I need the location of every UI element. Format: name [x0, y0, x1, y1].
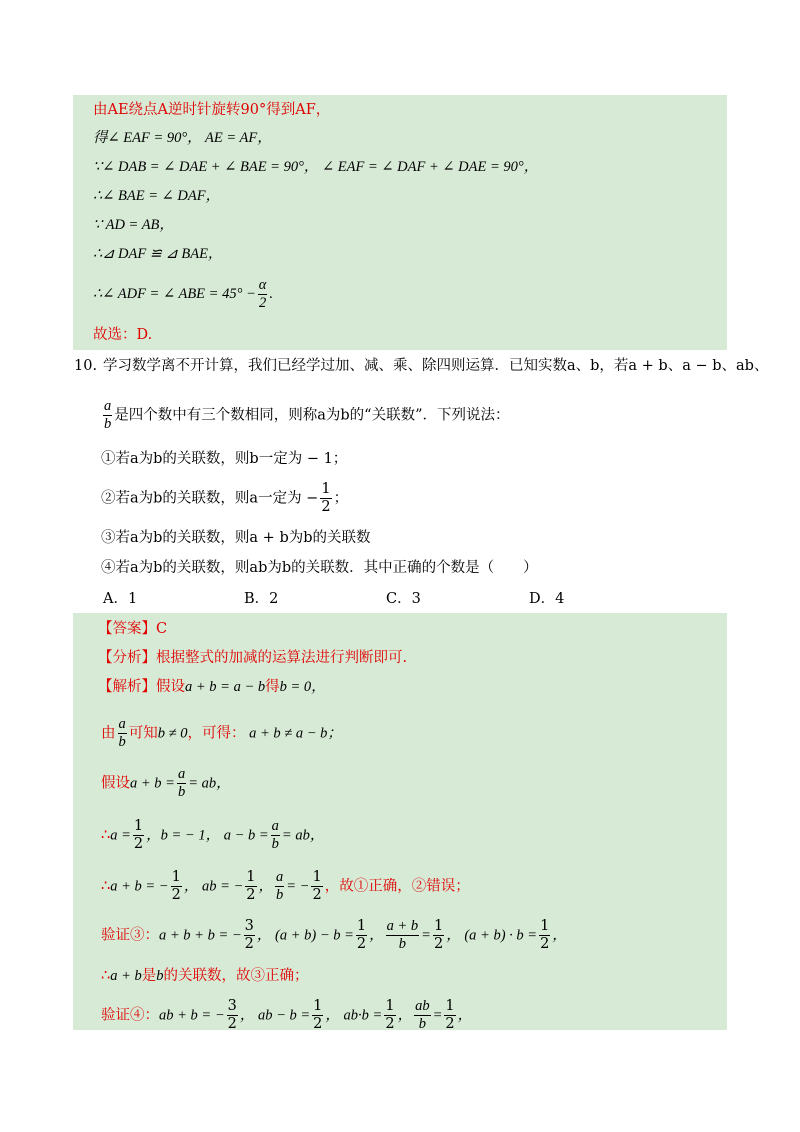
solution-line-4	[101, 818, 324, 853]
analysis: 【分析】根据整式的加减的运算法进行判断即可.	[98, 650, 408, 666]
math: = ab，	[281, 827, 325, 844]
numerator: ab	[415, 998, 430, 1014]
math: = −	[286, 878, 310, 895]
denominator: 2	[445, 1016, 455, 1032]
denominator: b	[276, 887, 284, 903]
fraction	[384, 998, 395, 1033]
fraction	[275, 869, 284, 904]
denominator: 2	[227, 1016, 237, 1032]
fraction	[227, 998, 238, 1033]
answer-label: 【答案】C	[98, 621, 168, 637]
math: ab + b = −	[159, 1007, 225, 1024]
text: 验证③：	[101, 927, 159, 944]
text: 假设	[101, 775, 130, 792]
math: a =	[110, 827, 131, 844]
math: a + b =	[130, 775, 175, 792]
fraction	[414, 998, 431, 1033]
statement-4: ④若a为b的关联数，则ab为b的关联数．其中正确的个数是（ ）	[101, 560, 538, 576]
denominator: b	[418, 1016, 426, 1032]
fraction	[312, 998, 323, 1033]
math: ，	[552, 927, 567, 944]
math: b = 0，	[279, 679, 326, 695]
denominator: b	[271, 836, 279, 852]
proof-answer: 故选：D.	[93, 327, 153, 343]
fraction	[444, 998, 455, 1033]
numerator: 1	[133, 818, 144, 834]
numerator: 1	[171, 869, 181, 885]
proof-line-1: 由AE绕点A逆时针旋转90°得到AF，	[93, 102, 331, 118]
question-stem-2	[101, 398, 510, 433]
numerator: 1	[540, 918, 550, 934]
numerator: 1	[246, 869, 256, 885]
text: ，故①正确，②错误；	[324, 878, 470, 895]
numerator: a	[118, 716, 126, 732]
numerator: 1	[385, 998, 395, 1014]
proof-line-5: ∵ AD = AB，	[93, 217, 174, 233]
math: b ≠ 0	[157, 725, 188, 742]
numerator: 3	[227, 998, 237, 1014]
denominator: b	[398, 936, 407, 952]
denominator: 2	[356, 936, 367, 952]
denominator: 2	[246, 887, 256, 903]
denominator: 2	[321, 499, 331, 515]
fraction	[103, 398, 112, 433]
text: ∴	[101, 878, 111, 895]
text: ∴	[101, 827, 111, 844]
fraction	[433, 918, 444, 953]
solution-line-8	[101, 998, 472, 1033]
math: a + b	[110, 968, 142, 984]
math: a + b = a − b	[185, 679, 266, 695]
fraction	[271, 818, 280, 853]
statement-1: ①若a为b的关联数，则b一定为 − 1；	[101, 451, 348, 467]
fraction	[133, 818, 144, 853]
math: b	[156, 968, 164, 984]
math: ， ab·b =	[325, 1007, 383, 1024]
proof-line-4: ∴∠ BAE = ∠ DAF，	[93, 188, 221, 204]
fraction	[245, 869, 256, 904]
math: ， (a + b) · b =	[446, 927, 538, 944]
question-stem-2-text: 是四个数中有三个数相同，则称a为b的“关联数”．下列说法：	[114, 407, 510, 424]
numerator: 1	[312, 869, 322, 885]
numerator: a + b	[386, 918, 419, 934]
solution-line-6	[101, 918, 567, 953]
math: ，	[397, 1007, 413, 1024]
text: ∴	[101, 968, 111, 984]
statement-3: ③若a为b的关联数，则a + b为b的关联数	[101, 530, 371, 546]
jiexi-label: 【解析】	[98, 679, 156, 695]
text: 验证④：	[101, 1007, 159, 1024]
denominator: 2	[133, 836, 144, 852]
denominator: 2	[171, 887, 181, 903]
proof-line-3: ∵∠ DAB = ∠ DAE + ∠ BAE = 90°， ∠ EAF = ∠ DAF + ∠ DAE = 90°，	[93, 159, 539, 175]
numerator: 1	[445, 998, 455, 1014]
math: =	[421, 927, 431, 944]
numerator: 1	[313, 998, 323, 1014]
denominator: 2	[540, 936, 550, 952]
question-number: 10.	[74, 358, 98, 374]
numerator: 1	[433, 918, 444, 934]
denominator: 2	[244, 936, 254, 952]
proof-line-7	[93, 277, 273, 312]
numerator: 1	[356, 918, 367, 934]
math: ， ab − b =	[239, 1007, 311, 1024]
text: 的关联数，故③正确；	[163, 968, 309, 984]
denominator: b	[118, 734, 126, 750]
math: ， (a + b) − b =	[256, 927, 354, 944]
denominator: b	[104, 416, 112, 432]
fraction	[311, 869, 322, 904]
denominator: b	[177, 784, 186, 800]
solution-line-5	[101, 869, 470, 904]
fraction	[386, 918, 420, 953]
proof-line-7-end: .	[269, 285, 274, 302]
denominator: 2	[385, 1016, 395, 1032]
proof-line-6: ∴⊿ DAF ≌ ⊿ BAE，	[93, 246, 223, 262]
fraction	[539, 918, 550, 953]
fraction	[177, 766, 186, 801]
numerator: α	[258, 277, 267, 293]
denominator: 2	[258, 295, 267, 311]
statement-2	[101, 481, 348, 516]
numerator: a	[271, 818, 279, 834]
solution-line-7	[101, 966, 309, 986]
math: =	[432, 1007, 443, 1024]
numerator: 1	[321, 481, 331, 497]
solution-line-2	[101, 716, 342, 751]
fraction	[320, 481, 331, 516]
numerator: a	[177, 766, 186, 782]
statement-2-text: ②若a为b的关联数，则a一定为 −	[101, 490, 319, 507]
proof-line-7-text: ∴∠ ADF = ∠ ABE = 45° −	[93, 285, 256, 302]
math: ，	[369, 927, 384, 944]
text: 是	[141, 968, 157, 984]
option-b: B．2	[244, 591, 279, 607]
fraction	[244, 918, 255, 953]
text: 可知	[128, 725, 158, 742]
denominator: 2	[433, 936, 444, 952]
text: 由	[101, 725, 116, 742]
text: 得	[265, 679, 280, 695]
numerator: 3	[244, 918, 254, 934]
denominator: 2	[313, 1016, 323, 1032]
solution-line-3	[101, 766, 231, 801]
option-a: A．1	[103, 591, 138, 607]
solution-line-1	[98, 677, 326, 697]
denominator: 2	[312, 887, 322, 903]
math: ，	[258, 878, 274, 895]
math: a + b ≠ a − b；	[245, 725, 342, 742]
fraction	[171, 869, 182, 904]
math: ，b = − 1， a − b =	[146, 827, 269, 844]
fraction	[258, 277, 268, 312]
fraction	[356, 918, 367, 953]
math: ，	[457, 1007, 473, 1024]
proof-line-2: 得∠ EAF = 90°， AE = AF，	[93, 130, 272, 146]
fraction	[118, 716, 127, 751]
math: = ab，	[188, 775, 231, 792]
math: ， ab = −	[183, 878, 244, 895]
math: a + b = −	[110, 878, 169, 895]
numerator: a	[104, 398, 112, 414]
numerator: a	[276, 869, 284, 885]
math: a + b + b = −	[159, 927, 242, 944]
option-d: D．4	[529, 591, 565, 607]
option-c: C．3	[386, 591, 421, 607]
question-stem: 学习数学离不开计算，我们已经学过加、减、乘、除四则运算．已知实数a、b，若a + b、a − b、ab、	[103, 358, 769, 374]
text: ，可得：	[187, 725, 246, 742]
text: 假设	[156, 679, 185, 695]
statement-2-end: ；	[333, 490, 349, 507]
